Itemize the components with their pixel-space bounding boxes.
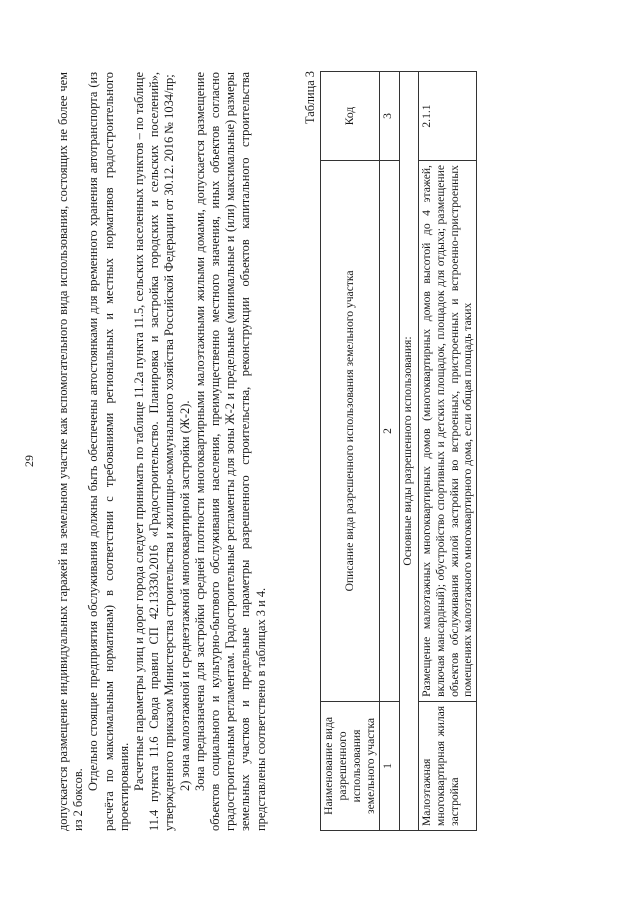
paragraph: Отдельно стоящие предприятия обслуживания должны быть обеспечены автостоянками для временного хранения автотранспорта (из расчёта по максимальным нормативам) в соответствии с требованиями региональных и местных нормативов градостроительного проектирования.: [86, 72, 131, 831]
column-number: 2: [380, 161, 400, 702]
zones-table: [320, 71, 477, 831]
body-text: [56, 72, 269, 831]
paragraph: Расчетные параметры улиц и дорог города следует принимать по таблице 11.2а пункта 11.5, сельских населенных пунктов – по таблице 11.4 пункта 11.6 Свода правил СП 42.13330.2016 «Градостроительство. Планировка и застройка городских и сельских поселений», утвержденного приказом Министерства строительства и жилищно-коммунального хозяйства Российской Федерации от 30.12. 2016 № 1034/пр;: [132, 72, 177, 831]
header-description: Описание вида разрешенного использования земельного участка: [321, 161, 380, 702]
header-name: Наименование вида разрешенного использования земельного участка: [321, 701, 380, 830]
table-row: [419, 72, 477, 831]
paragraph: допускается размещение индивидуальных гаражей на земельном участке как вспомогательного вида использования, состоящих не более чем из 2 боксов.: [56, 72, 86, 831]
paragraph: 2) зона малоэтажной и среднеэтажной многоквартирной застройки (Ж-2).: [177, 400, 192, 791]
table-header-row: [321, 72, 380, 831]
column-number: 1: [380, 701, 400, 830]
page-number: 29: [22, 455, 36, 467]
row-code: 2.1.1: [419, 72, 477, 161]
row-name: Малоэтажная многоквартирная жилая застройка: [419, 701, 477, 830]
header-code: Код: [321, 72, 380, 161]
table-caption: Таблица 3: [303, 71, 317, 124]
paragraph: Зона предназначена для застройки средней плотности многоквартирными малоэтажными жилыми домами, допускается размещение объектов социального и культурно-бытового обслуживания населения, преимущественно местного значения, иных объектов согласно градостроительным регламентам. Градостроительные регламенты для зоны Ж-2 и предельные (минимальные и (или) максимальные) размеры земельных участков и предельные параметры разрешенного строительства, реконструкции объектов капитального строительства представлены соответствено в таблицах 3 и 4.: [192, 72, 268, 831]
section-title: Основные виды разрешенного использования:: [400, 72, 419, 831]
column-number: 3: [380, 72, 400, 161]
row-description: Размещение малоэтажных многоквартирных домов (многоквартирных домов высотой до 4 этажей, включая мансардный); обустройство спортивных и детских площадок, площадок для отдыха; размещение объектов обслуживания жилой застройки во встроенных, пристроенных и встроенно-пристроенных помещениях малоэтажного многоквартирного дома, если общая площадь таких: [419, 161, 477, 702]
column-number-row: [380, 72, 400, 831]
section-row: [400, 72, 419, 831]
